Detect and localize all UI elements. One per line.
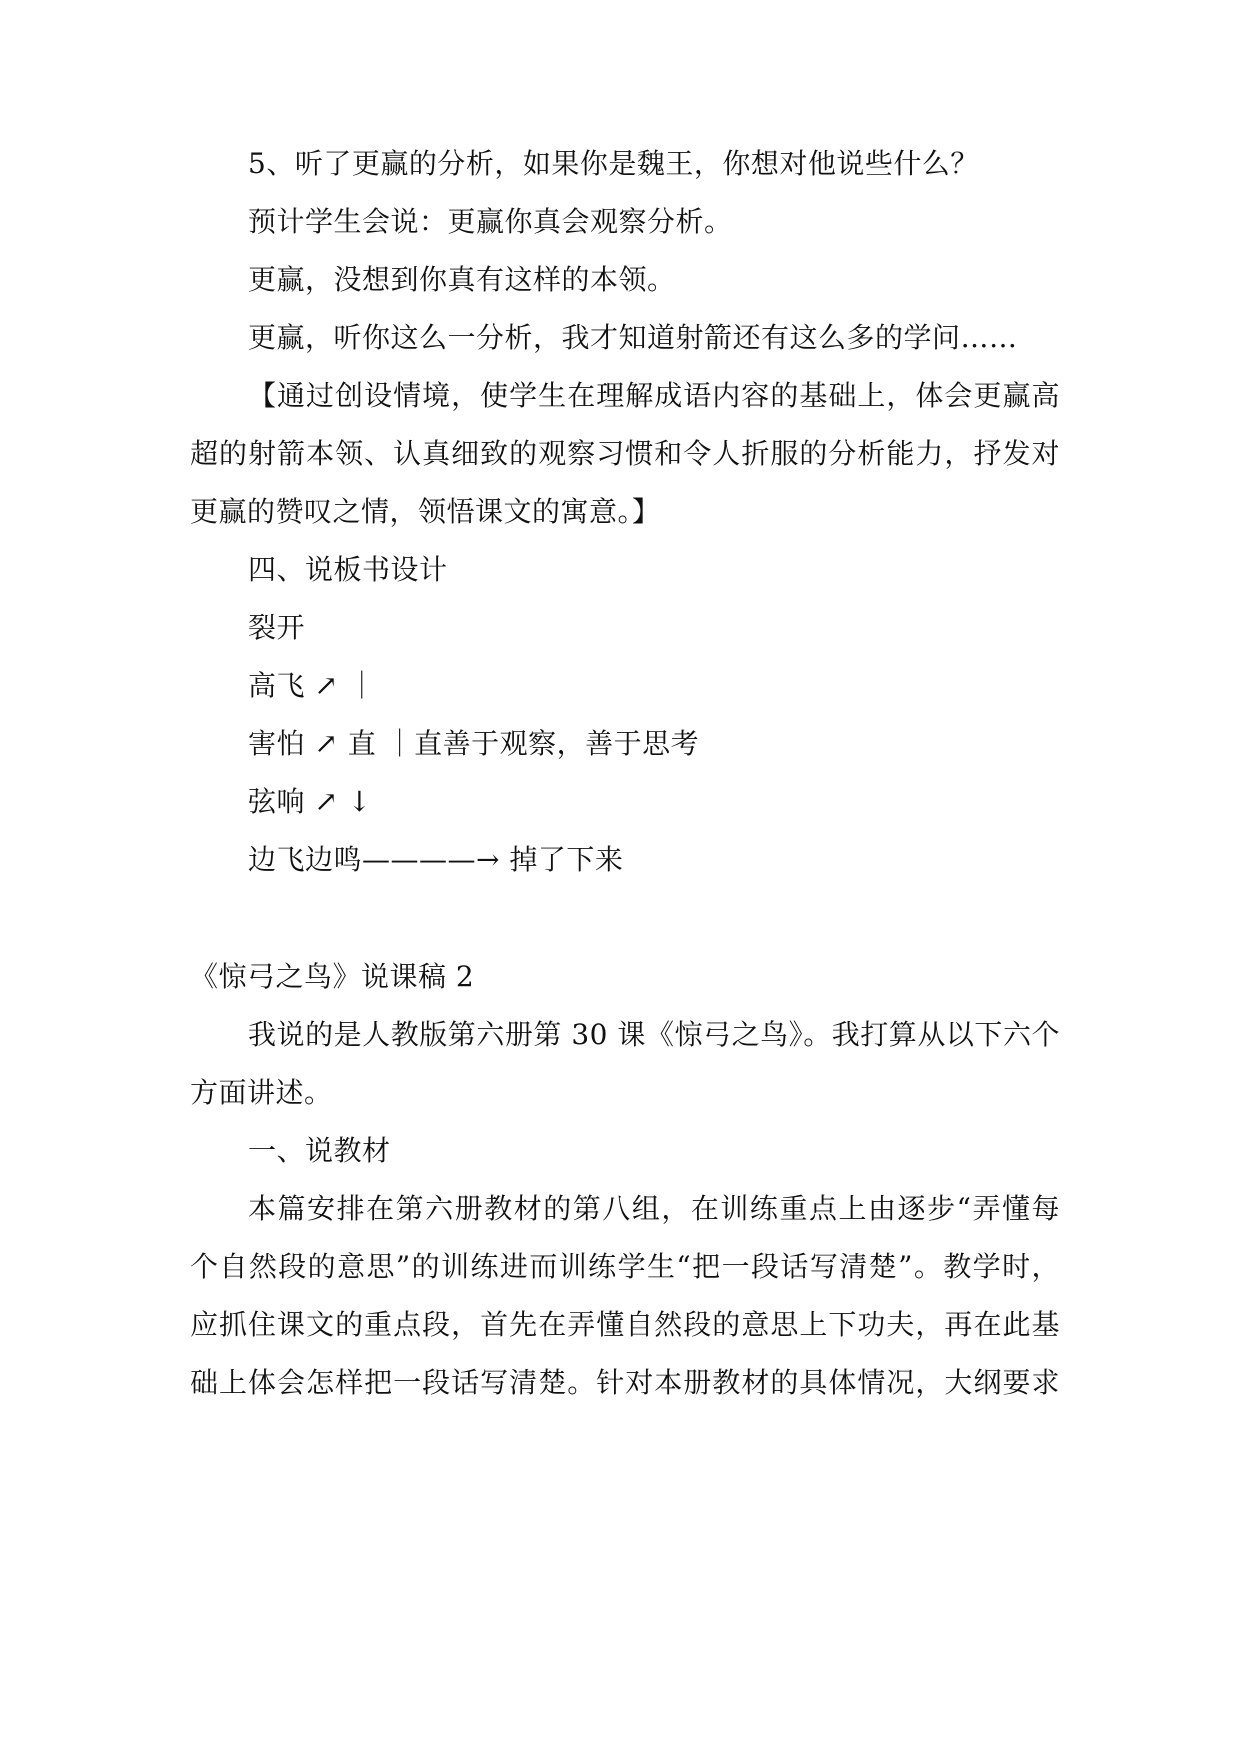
expected-answer-1: 预计学生会说：更赢你真会观察分析。 — [248, 205, 733, 238]
teaching-note-line-3: 更赢的赞叹之情，领悟课文的寓意。】 — [190, 495, 661, 528]
textbook-para-line-2: 个自然段的意思”的训练进而训练学生“把一段话写清楚”。教学时， — [190, 1250, 1060, 1283]
board-row-1: 裂开 — [248, 611, 306, 644]
board-row-3: 害怕 ↗ 直 ｜直善于观察，善于思考 — [248, 727, 700, 760]
board-row-5: 边飞边鸣————→ 掉了下来 — [248, 843, 624, 876]
textbook-para-line-1: 本篇安排在第六册教材的第八组，在训练重点上由逐步“弄懂每 — [248, 1192, 1060, 1225]
intro-line-2: 方面讲述。 — [190, 1076, 333, 1109]
textbook-heading: 一、说教材 — [248, 1134, 391, 1167]
board-design-heading: 四、说板书设计 — [248, 553, 448, 586]
teaching-note-line-2: 超的射箭本领、认真细致的观察习惯和令人折服的分析能力，抒发对 — [190, 437, 1060, 470]
teaching-note-line-1: 【通过创设情境，使学生在理解成语内容的基础上，体会更赢高 — [248, 379, 1060, 412]
question-5: 5、听了更赢的分析，如果你是魏王，你想对他说些什么？ — [248, 147, 979, 180]
board-row-2: 高飞 ↗ ｜ — [248, 669, 377, 702]
section-title: 《惊弓之鸟》说课稿 2 — [190, 960, 475, 993]
expected-answer-2: 更赢，没想到你真有这样的本领。 — [248, 263, 676, 296]
intro-line-1: 我说的是人教版第六册第 30 课《惊弓之鸟》。我打算从以下六个 — [248, 1018, 1060, 1051]
textbook-para-line-4: 础上体会怎样把一段话写清楚。针对本册教材的具体情况，大纲要求 — [190, 1366, 1060, 1399]
expected-answer-3: 更赢，听你这么一分析，我才知道射箭还有这么多的学问…… — [248, 321, 1018, 354]
textbook-para-line-3: 应抓住课文的重点段，首先在弄懂自然段的意思上下功夫，再在此基 — [190, 1308, 1060, 1341]
board-row-4: 弦响 ↗ ↓ — [248, 785, 372, 818]
